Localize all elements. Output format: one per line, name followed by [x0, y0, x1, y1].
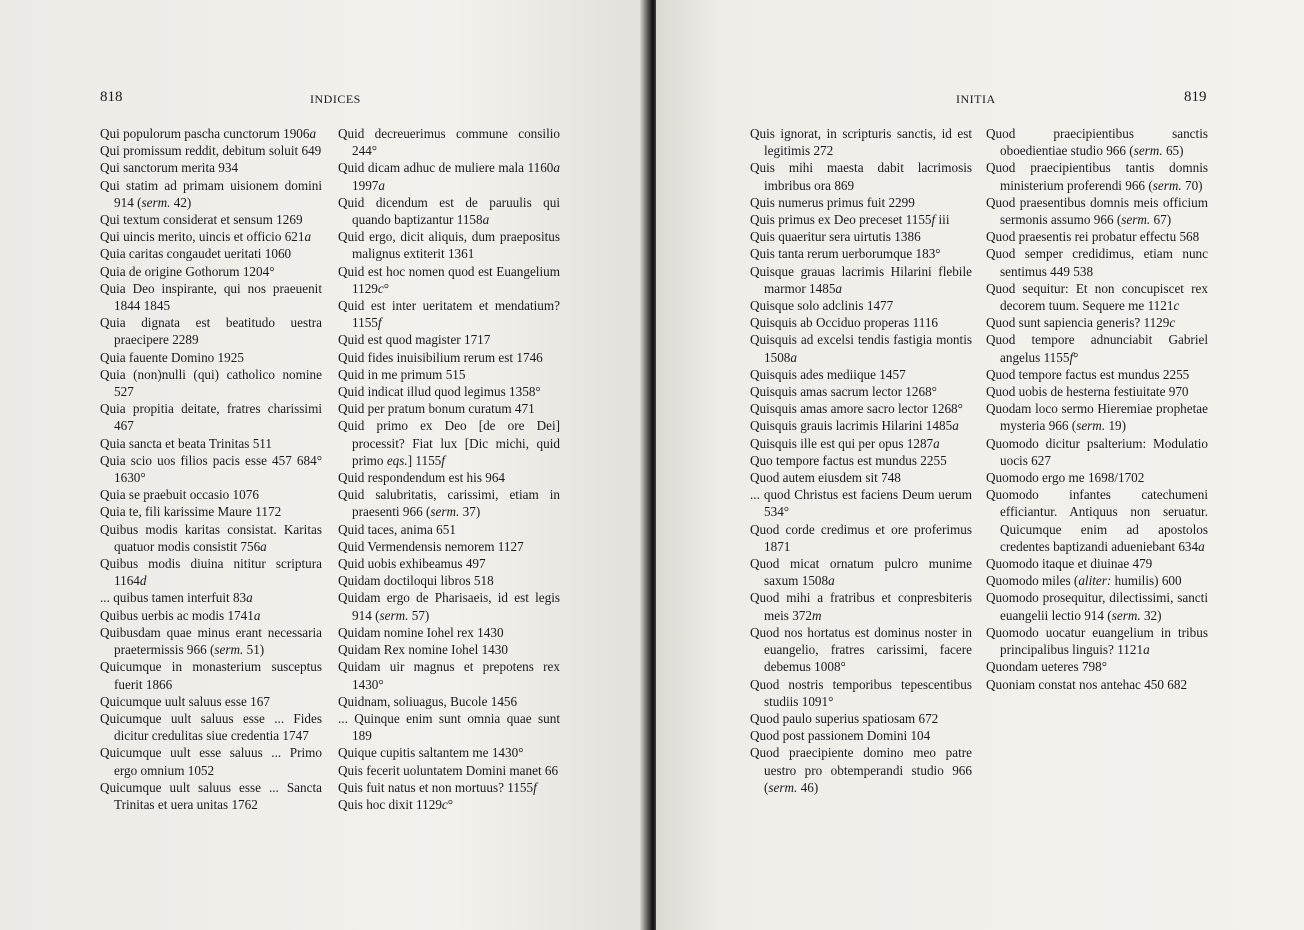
- index-entry: Quidnam, soliuagus, Bucole 1456: [338, 693, 518, 709]
- index-entry: Quibusdam quae minus erant necessaria praetermissis 966 (serm. 51): [100, 624, 322, 658]
- index-entry: Quid primo ex Deo [de ore Dei] processit? Fiat lux [Dic michi, quid primo eqs.] 1155f: [338, 418, 560, 468]
- index-entry: Quid dicam adhuc de muliere mala 1160a 1997a: [338, 160, 560, 193]
- index-entry: Quid in me primum 515: [338, 366, 466, 382]
- page-number-left: 818: [100, 89, 123, 105]
- index-column-right-1: [750, 125, 972, 796]
- index-entry: Qui promissum reddit, debitum soluit 649: [100, 143, 322, 159]
- index-entry: Quid decreuerimus commune consilio 244°: [338, 126, 560, 159]
- index-entry: Quis fecerit uoluntatem Domini manet 66: [338, 762, 559, 778]
- index-entry: Quomodo itaque et diuinae 479: [986, 556, 1153, 572]
- index-entry: Quod tempore adnunciabit Gabriel angelus 1155f°: [986, 332, 1208, 365]
- index-entry: ... Quinque enim sunt omnia quae sunt 189: [338, 710, 560, 744]
- index-entry: Quibus uerbis ac modis 1741a: [100, 607, 261, 623]
- index-entry: Quicumque uult saluus esse 167: [100, 693, 270, 709]
- index-entry: Quia scio uos filios pacis esse 457 684° 1630°: [100, 452, 322, 486]
- index-entry: Quod praecipiente domino meo patre uestro pro obtemperandi studio 966 (serm. 46): [750, 745, 972, 795]
- index-entry: Quicumque uult saluus esse ... Fides dicitur credulitas siue credentia 1747: [100, 710, 322, 744]
- index-entry: Quod uobis de hesterna festiuitate 970: [986, 384, 1189, 400]
- running-head-right: INITIA: [956, 92, 996, 106]
- index-entry: Quis ignorat, in scripturis sanctis, id est legitimis 272: [750, 126, 972, 159]
- index-entry: Quisquis grauis lacrimis Hilarini 1485a: [750, 418, 959, 434]
- index-entry: Quod praecipientibus tantis domnis ministerium proferendi 966 (serm. 70): [986, 160, 1208, 193]
- index-entry: Quia sancta et beata Trinitas 511: [100, 435, 273, 451]
- index-entry: Quod autem eiusdem sit 748: [750, 470, 901, 486]
- index-entry: Quis numerus primus fuit 2299: [750, 194, 915, 210]
- index-entry: Quid per pratum bonum curatum 471: [338, 401, 535, 417]
- index-entry: Quique cupitis saltantem me 1430°: [338, 745, 524, 761]
- index-entry: Quidam Rex nomine Iohel 1430: [338, 642, 508, 658]
- index-entry: Quia Deo inspirante, qui nos praeuenit 1844 1845: [100, 280, 322, 314]
- index-entry: Quomodo dicitur psalterium: Modulatio uocis 627: [986, 435, 1208, 468]
- index-entry: Quid uobis exhibeamus 497: [338, 556, 486, 572]
- index-column-left-1: [100, 125, 322, 813]
- index-entry: Quod micat ornatum pulcro munime saxum 1508a: [750, 556, 972, 589]
- index-entry: Quicumque uult saluus esse ... Sancta Trinitas et uera unitas 1762: [100, 779, 322, 812]
- index-entry: Quomodo prosequitur, dilectissimi, sancti euangelii lectio 914 (serm. 32): [986, 590, 1208, 623]
- index-entry: Quis fuit natus et non mortuus? 1155f: [338, 779, 537, 795]
- index-entry: Quomodo infantes catechumeni efficiantur. Antiquus non seruatur. Quicumque enim ad apostolos credentes baptizandi adueniebant 634a: [986, 487, 1208, 554]
- index-entry: Quia (non)nulli (qui) catholico nomine 527: [100, 366, 322, 400]
- index-entry: Quod nostris temporibus tepescentibus studiis 1091°: [750, 676, 972, 709]
- index-entry: Quicumque in monasterium susceptus fuerit 1866: [100, 659, 322, 692]
- left-page: [0, 0, 648, 930]
- index-entry: Quo tempore factus est mundus 2255: [750, 452, 947, 468]
- index-entry: Quis mihi maesta dabit lacrimosis imbribus ora 869: [750, 160, 972, 193]
- index-entry: Quisquis amas sacrum lector 1268°: [750, 384, 937, 400]
- index-entry: Quid ergo, dicit aliquis, dum praepositus malignus extiterit 1361: [338, 229, 560, 262]
- index-entry: Quod praesentis rei probatur effectu 568: [986, 229, 1200, 245]
- index-entry: Quid est hoc nomen quod est Euangelium 1129c°: [338, 263, 560, 296]
- index-entry: Qui populorum pascha cunctorum 1906a: [100, 126, 317, 141]
- index-entry: Quisque solo adclinis 1477: [750, 298, 894, 314]
- index-entry: Quisquis ad excelsi tendis fastigia montis 1508a: [750, 332, 972, 365]
- index-column-left-2: [338, 125, 560, 813]
- index-entry: Quid salubritatis, carissimi, etiam in praesenti 966 (serm. 37): [338, 487, 560, 520]
- index-entry: Quondam ueteres 798°: [986, 659, 1107, 675]
- index-entry: Quis quaeritur sera uirtutis 1386: [750, 229, 921, 245]
- index-entry: Quodam loco sermo Hieremiae prophetae mysteria 966 (serm. 19): [986, 401, 1208, 434]
- index-entry: Quid Vermendensis nemorem 1127: [338, 538, 524, 554]
- index-entry: Quomodo ergo me 1698/1702: [986, 470, 1145, 486]
- index-entry: Quod post passionem Domini 104: [750, 728, 931, 744]
- index-entry: Quidam uir magnus et prepotens rex 1430°: [338, 659, 560, 692]
- index-entry: Quidam ergo de Pharisaeis, id est legis 914 (serm. 57): [338, 590, 560, 623]
- index-entry: Quisque grauas lacrimis Hilarini flebile marmor 1485a: [750, 263, 972, 296]
- index-entry: Quia te, fili karissime Maure 1172: [100, 504, 282, 520]
- index-entry: Quod sunt sapiencia generis? 1129c: [986, 315, 1176, 331]
- index-entry: Quomodo miles (aliter: humilis) 600: [986, 573, 1182, 589]
- index-entry: Qui sanctorum merita 934: [100, 160, 239, 176]
- index-entry: Quia dignata est beatitudo uestra praecipere 2289: [100, 315, 322, 348]
- index-entry: Quis primus ex Deo preceset 1155f iii: [750, 212, 950, 228]
- index-entry: Qui uincis merito, uincis et officio 621a: [100, 229, 312, 245]
- index-entry: Qui statim ad primam uisionem domini 914 (serm. 42): [100, 177, 322, 210]
- index-entry: Quia se praebuit occasio 1076: [100, 487, 259, 503]
- index-entry: Quod sequitur: Et non concupiscet rex decorem tuum. Sequere me 1121c: [986, 280, 1208, 314]
- page-number-right: 819: [1184, 89, 1207, 105]
- index-entry: Quid est inter ueritatem et mendatium? 1155f: [338, 298, 560, 331]
- index-entry: Quod tempore factus est mundus 2255: [986, 366, 1190, 382]
- index-entry: Quisquis ab Occiduo properas 1116: [750, 315, 939, 331]
- index-entry: Quisquis amas amore sacro lector 1268°: [750, 401, 963, 417]
- index-entry: Quia fauente Domino 1925: [100, 349, 244, 365]
- index-entry: Quidam nomine Iohel rex 1430: [338, 624, 504, 640]
- index-entry: Quis hoc dixit 1129c°: [338, 796, 454, 812]
- index-entry: Quid respondendum est his 964: [338, 470, 506, 486]
- index-entry: Quia propitia deitate, fratres charissimi 467: [100, 401, 322, 434]
- index-entry: Quia de origine Gothorum 1204°: [100, 263, 275, 279]
- index-column-right-2: [986, 125, 1208, 693]
- index-entry: Quidam doctiloqui libros 518: [338, 573, 494, 589]
- index-entry: Quid dicendum est de paruulis qui quando baptizantur 1158a: [338, 194, 560, 228]
- index-entry: Quod praesentibus domnis meis officium sermonis assumo 966 (serm. 67): [986, 194, 1208, 228]
- index-entry: Quid indicat illud quod legimus 1358°: [338, 384, 541, 400]
- index-entry: Quia caritas congaudet ueritati 1060: [100, 246, 292, 262]
- index-entry: ... quod Christus est faciens Deum uerum 534°: [750, 487, 972, 520]
- index-entry: Quod mihi a fratribus et conpresbiteris meis 372m: [750, 590, 972, 623]
- index-entry: Quoniam constat nos antehac 450 682: [986, 676, 1188, 692]
- index-entry: Quomodo uocatur euangelium in tribus principalibus linguis? 1121a: [986, 624, 1208, 658]
- index-entry: Quibus modis diuina nititur scriptura 1164d: [100, 556, 322, 589]
- index-entry: Quod praecipientibus sanctis oboedientiae studio 966 (serm. 65): [986, 126, 1208, 159]
- index-entry: ... quibus tamen interfuit 83a: [100, 590, 253, 606]
- right-page: [656, 0, 1304, 930]
- index-entry: Quisquis ille est qui per opus 1287a: [750, 435, 940, 451]
- index-entry: Quis tanta rerum uerborumque 183°: [750, 246, 941, 262]
- running-head-left: INDICES: [310, 92, 361, 106]
- index-entry: Quid taces, anima 651: [338, 521, 456, 537]
- index-entry: Quibus modis karitas consistat. Karitas quatuor modis consistit 756a: [100, 521, 322, 554]
- index-entry: Quod semper credidimus, etiam nunc sentimus 449 538: [986, 246, 1208, 279]
- index-entry: Quid est quod magister 1717: [338, 332, 491, 348]
- index-entry: Qui textum considerat et sensum 1269: [100, 212, 303, 228]
- index-entry: Quisquis ades mediique 1457: [750, 366, 906, 382]
- index-entry: Quod nos hortatus est dominus noster in euangelio, fratres carissimi, facere debemus 1008°: [750, 624, 972, 675]
- index-entry: Quid fides inuisibilium rerum est 1746: [338, 349, 543, 365]
- index-entry: Quod paulo superius spatiosam 672: [750, 710, 939, 726]
- index-entry: Quod corde credimus et ore proferimus 1871: [750, 521, 972, 554]
- index-entry: Quicumque uult esse saluus ... Primo ergo omnium 1052: [100, 745, 322, 778]
